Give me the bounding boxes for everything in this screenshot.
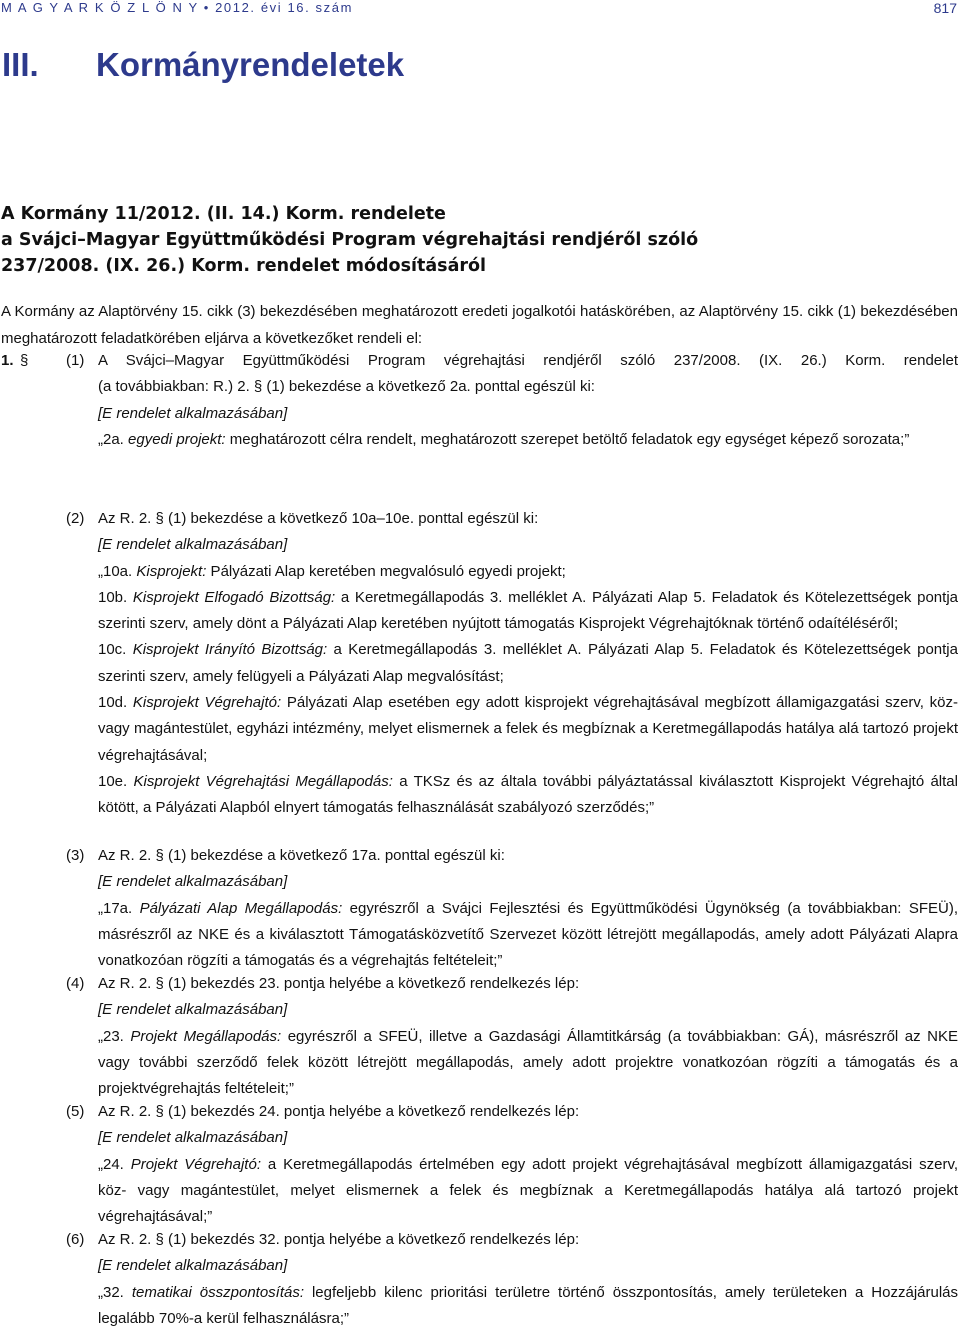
defined-term: Pályázati Alap Megállapodás:: [139, 899, 343, 917]
text-line: Az R. 2. § (1) bekezdése a következő 10a–10e. ponttal egészül ki:: [98, 510, 539, 527]
paragraph-number: (4): [66, 975, 85, 992]
paragraph-number: (6): [66, 1231, 85, 1248]
context-line: [E rendelet alkalmazásában]: [98, 404, 288, 422]
section-number: III.: [2, 46, 39, 83]
preamble: A Kormány az Alaptörvény 15. cikk (3) bekezdésében meghatározott eredeti jogalkotói hatáskörében, az Alaptörvény 15. cikk (1) bekezdésében meghatározott feladatkörében eljárva a következőket rendeli el:: [1, 303, 958, 347]
decree-title-line: 237/2008. (IX. 26.) Korm. rendelet módosításáról: [1, 256, 487, 276]
page-number: 817: [933, 0, 957, 16]
decree-title-line: A Kormány 11/2012. (II. 14.) Korm. rendelete: [1, 204, 446, 224]
paragraph-number: (2): [66, 510, 85, 527]
point-10b: 10b. Kisprojekt Elfogadó Bizottság: a Keretmegállapodás 3. melléklet A. Pályázati Alap 5. Feladatok és Kötelezettségek pontja szerinti szerv, amely dönt a Pályázati Alap keretében nyújtott támogatás Kisprojekt Végrehajtóknak történő odaítéléséről;: [98, 588, 958, 633]
text-line: Az R. 2. § (1) bekezdés 23. pontja helyébe a következő rendelkezés lép:: [98, 975, 580, 992]
decree-title-line: a Svájci–Magyar Együttműködési Program végrehajtási rendjéről szóló: [1, 230, 699, 250]
defined-term: Kisprojekt Végrehajtó:: [132, 694, 282, 712]
running-header: [0, 0, 960, 16]
defined-term: tematikai összpontosítás:: [131, 1283, 305, 1301]
defined-term: Projekt Végrehajtó:: [130, 1155, 261, 1173]
paragraph-text: [98, 1099, 958, 1230]
text-line: Az R. 2. § (1) bekezdés 24. pontja helyébe a következő rendelkezés lép:: [98, 1103, 580, 1120]
paragraph-text: [98, 348, 958, 453]
point-24: „24. Projekt Végrehajtó: a Keretmegállapodás értelmében egy adott projekt végrehajtásával megbízott államigazgatási szerv, köz- vagy magántestület, melyet elismernek a felek és megbíznak a Keretmegállapodás hatálya alá tartozó projekt végrehajtásával;”: [98, 1155, 959, 1226]
section-heading: [0, 46, 960, 88]
defined-term: Kisprojekt Elfogadó Bizottság:: [132, 588, 336, 606]
point-23: „23. Projekt Megállapodás: egyrészről a SFEÜ, illetve a Gazdasági Államtitkárság (a továbbiakban: GÁ), másrészről az NKE vagy további szerződő felek között létrejött megállapodás, amely adott projektre vonatkozóan rögzíti a támogatás és a projektvégrehajtás feltételeit;”: [98, 1027, 959, 1098]
context-line: [E rendelet alkalmazásában]: [98, 536, 288, 554]
paragraph-number: (5): [66, 1103, 85, 1120]
decree-title: [1, 201, 951, 279]
point-10e: 10e. Kisprojekt Végrehajtási Megállapodás: a TKSz és az általa további pályáztatással kiválasztott Kisprojekt Végrehajtó által kötött, a Pályázati Alapból elnyert támogatás felhasználását szabályozó szerződés;”: [98, 772, 958, 817]
paragraph-number: (3): [66, 847, 85, 864]
point-10c: 10c. Kisprojekt Irányító Bizottság: a Keretmegállapodás 3. melléklet A. Pályázati Alap 5. Feladatok és Kötelezettségek pontja szerinti szerv, amely felügyeli a Pályázati Alap megvalósítást;: [98, 641, 958, 685]
point-17a: „17a. Pályázati Alap Megállapodás: egyrészről a Svájci Fejlesztési és Együttműködési Ügynökség (a továbbiakban: SFEÜ), másrészről az NKE és a kiválasztott Támogatásközvetítő Szervezet között létrejött megállapodás, amely adott Pályázati Alapra vonatkozóan rögzíti a támogatás és a végrehajtás feltételeit;”: [98, 899, 959, 970]
point-10d: 10d. Kisprojekt Végrehajtó: Pályázati Alap esetében egy adott kisprojekt végrehajtásával megbízott államigazgatási szerv, köz- vagy magántestület, egyházi intézmény, melyet elismernek a felek és megbíznak a Keretmegállapodás hatálya alá tartozó projekt végrehajtásával;: [98, 694, 958, 764]
context-line: [E rendelet alkalmazásában]: [98, 1001, 288, 1019]
text-line: (a továbbiakban: R.) 2. § (1) bekezdése a következő 2a. ponttal egészül ki:: [98, 378, 595, 396]
context-line: [E rendelet alkalmazásában]: [98, 1257, 288, 1275]
paragraph-text: [98, 1227, 958, 1332]
paragraph-number: (1): [66, 352, 85, 369]
paragraph-text: [98, 506, 958, 822]
paragraph-text: [98, 971, 958, 1102]
publication-name: M A G Y A R K Ö Z L Ö N Y • 2012. évi 16. szám: [1, 0, 354, 15]
context-line: [E rendelet alkalmazásában]: [98, 1129, 288, 1147]
context-line: [E rendelet alkalmazásában]: [98, 873, 288, 891]
defined-term: Kisprojekt Irányító Bizottság:: [132, 641, 328, 659]
defined-term: egyedi projekt:: [128, 430, 226, 448]
defined-term: Kisprojekt Végrehajtási Megállapodás:: [133, 772, 393, 790]
defined-term: Projekt Megállapodás:: [130, 1027, 282, 1045]
section-sign: §: [20, 352, 29, 369]
text-line: A Svájci–Magyar Együttműködési Program végrehajtási rendjéről szóló 237/2008. (IX. 26.) Korm. rendelet: [98, 352, 958, 369]
text-line: Az R. 2. § (1) bekezdés 32. pontja helyébe a következő rendelkezés lép:: [98, 1231, 580, 1248]
article-number: 1.: [1, 352, 14, 369]
defined-term: Kisprojekt:: [136, 562, 207, 580]
section-title: Kormányrendeletek: [96, 46, 405, 83]
paragraph-text: [98, 843, 958, 974]
point-2a: „2a. egyedi projekt: meghatározott célra rendelt, meghatározott szerepet betöltő feladatok egy egységet képező sorozata;”: [98, 430, 910, 448]
point-32: „32. tematikai összpontosítás: legfeljebb kilenc prioritási területre történő összpontosítás, amely területeken a Hozzájárulás legalább 70%-a kerül felhasználásra;”: [98, 1283, 959, 1327]
point-10a: „10a. Kisprojekt: Pályázati Alap keretében megvalósuló egyedi projekt;: [98, 562, 566, 580]
text-line: Az R. 2. § (1) bekezdése a következő 17a. ponttal egészül ki:: [98, 847, 505, 864]
